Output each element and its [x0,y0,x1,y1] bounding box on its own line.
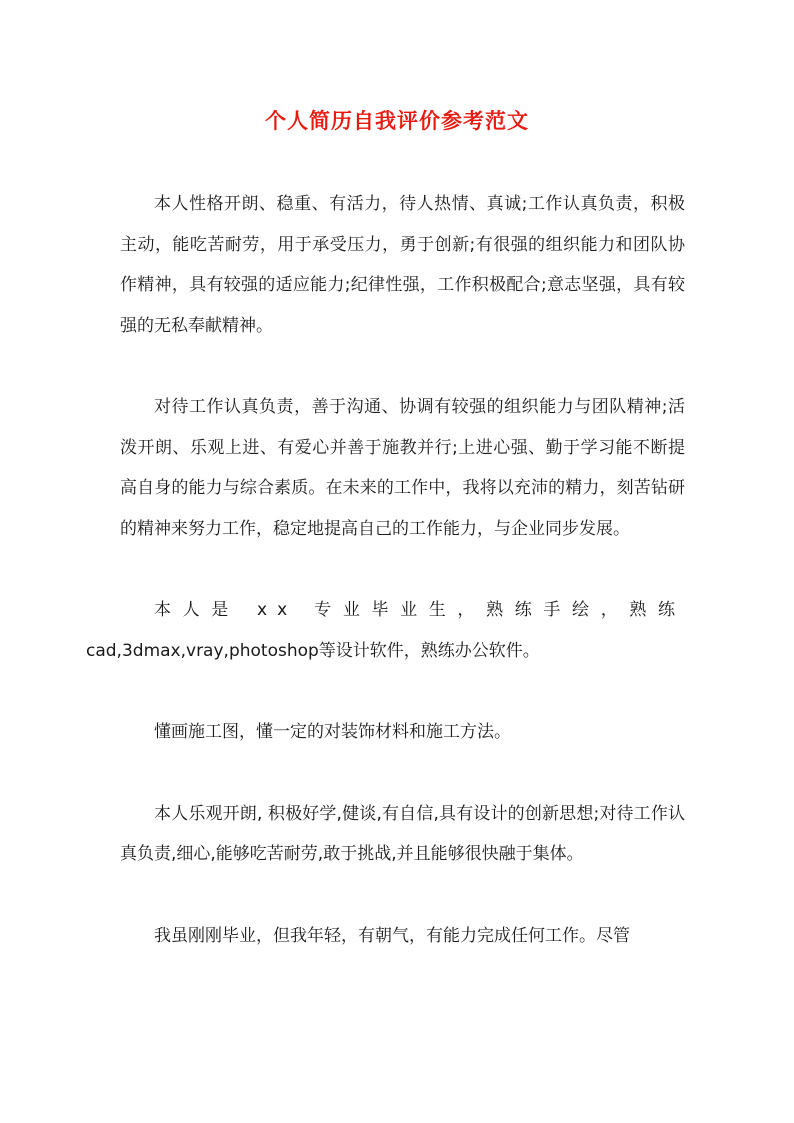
paragraph-3 [86,590,685,671]
page-title: 个人简历自我评价参考范文 [265,109,529,133]
paragraph-3-line-2: cad,3dmax,vray,photoshop等设计软件，熟练办公软件。 [86,640,540,661]
paragraph-4: 懂画施工图，懂一定的对装饰材料和施工方法。 [154,722,511,742]
document-body [86,184,685,997]
paragraph-1: 本人性格开朗、稳重、有活力，待人热情、真诚;工作认真负责，积极主动，能吃苦耐劳，用于承受压力，勇于创新;有很强的组织能力和团队协作精神，具有较强的适应能力;纪律性强，工作积极配合;意志坚强，具有较强的无私奉献精神。 [120,194,685,336]
paragraph-6: 我虽刚刚毕业，但我年轻，有朝气，有能力完成任何工作。尽管 [154,925,630,946]
paragraph-2: 对待工作认真负责，善于沟通、协调有较强的组织能力与团队精神;活泼开朗、乐观上进、有爱心并善于施教并行;上进心强、勤于学习能不断提高自身的能力与综合素质。在未来的工作中，我将以充沛的精力，刻苦钻研的精神来努力工作，稳定地提高自己的工作能力，与企业同步发展。 [120,397,685,539]
paragraph-5: 本人乐观开朗, 积极好学,健谈,有自信,具有设计的创新思想;对待工作认真负责,细心,能够吃苦耐劳,敢于挑战,并且能够很快融于集体。 [120,803,685,864]
paragraph-3-line-1: 本人是 xx 专业毕业生，熟练手绘，熟练 [154,600,685,620]
